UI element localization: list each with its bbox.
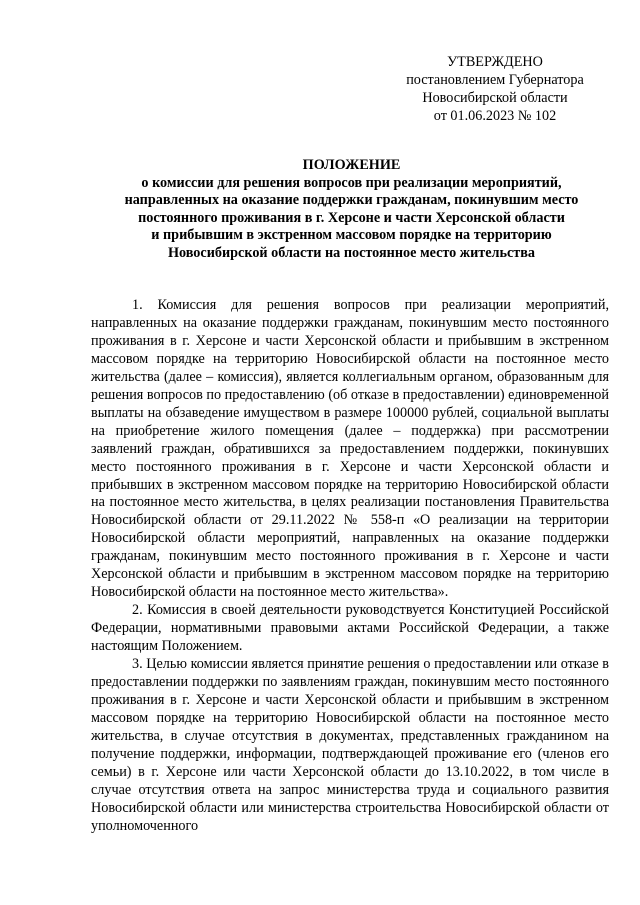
approval-authority: постановлением Губернатора	[406, 72, 584, 88]
paragraph-3: 3. Целью комиссии является принятие решения о предоставлении или отказе в предоставлении поддержки по заявлениям граждан, покинувшим место постоянного проживания в г. Херсоне и части Херсонской области и прибывшим в экстренном массовом порядке на территорию Новосибирской области на постоянное место жительства, в случае отсутствия в документах, представленных гражданином на получение поддержки, информации, подтверждающей проживание его (членов его семьи) в г. Херсоне или части Херсонской области до 13.10.2022, в том числе в случае отсутствия ответа на запрос министерства труда и социального развития Новосибирской области или министерства строительства Новосибирской области от уполномоченного	[91, 656, 609, 834]
approval-region: Новосибирской области	[422, 90, 568, 106]
document-title	[88, 157, 615, 263]
paragraph-2: 2. Комиссия в своей деятельности руководствуется Конституцией Российской Федерации, нормативными правовыми актами Российской Федерации, а также настоящим Положением.	[91, 602, 609, 655]
document-subtitle-line: и прибывшим в экстренном массовом порядке на территорию	[151, 227, 552, 244]
approval-label: УТВЕРЖДЕНО	[447, 54, 543, 70]
approval-date-number: от 01.06.2023 № 102	[433, 108, 557, 124]
document-body	[91, 297, 609, 836]
document-subtitle-line: о комиссии для решения вопросов при реализации мероприятий,	[141, 174, 562, 191]
document-heading: ПОЛОЖЕНИЕ	[302, 157, 401, 173]
document-subtitle-line: постоянного проживания в г. Херсоне и части Херсонской области	[138, 209, 565, 226]
document-subtitle-line: направленных на оказание поддержки гражданам, покинувшим место	[124, 192, 579, 209]
document-subtitle-line: Новосибирской области на постоянное место жительства	[167, 244, 536, 261]
paragraph-1: 1. Комиссия для решения вопросов при реализации мероприятий, направленных на оказание поддержки гражданам, покинувшим место постоянного проживания в г. Херсоне и части Херсонской области и прибывшим в экстренном массовом порядке на территорию Новосибирской области на постоянное место жительства (далее – комиссия), является коллегиальным органом, образованным для решения вопросов по предоставлению (об отказе в предоставлении) единовременной выплаты на обзаведение имуществом в размере 100000 рублей, социальной выплаты на приобретение жилого помещения (далее – поддержка) при рассмотрении заявлений граждан, обратившихся за предоставлением поддержки, покинувших место постоянного проживания в г. Херсоне и части Херсонской области и прибывших в экстренном массовом порядке на территорию Новосибирской области на постоянное место жительства, в целях реализации постановления Правительства Новосибирской области от 29.11.2022 № 558-п «О реализации на территории Новосибирской области мероприятий, направленных на оказание поддержки гражданам, покинувшим место постоянного проживания в г. Херсоне и части Херсонской области и прибывшим в экстренном массовом порядке на территорию Новосибирской области на постоянное место жительства».	[91, 297, 609, 601]
approval-stamp	[395, 53, 595, 125]
